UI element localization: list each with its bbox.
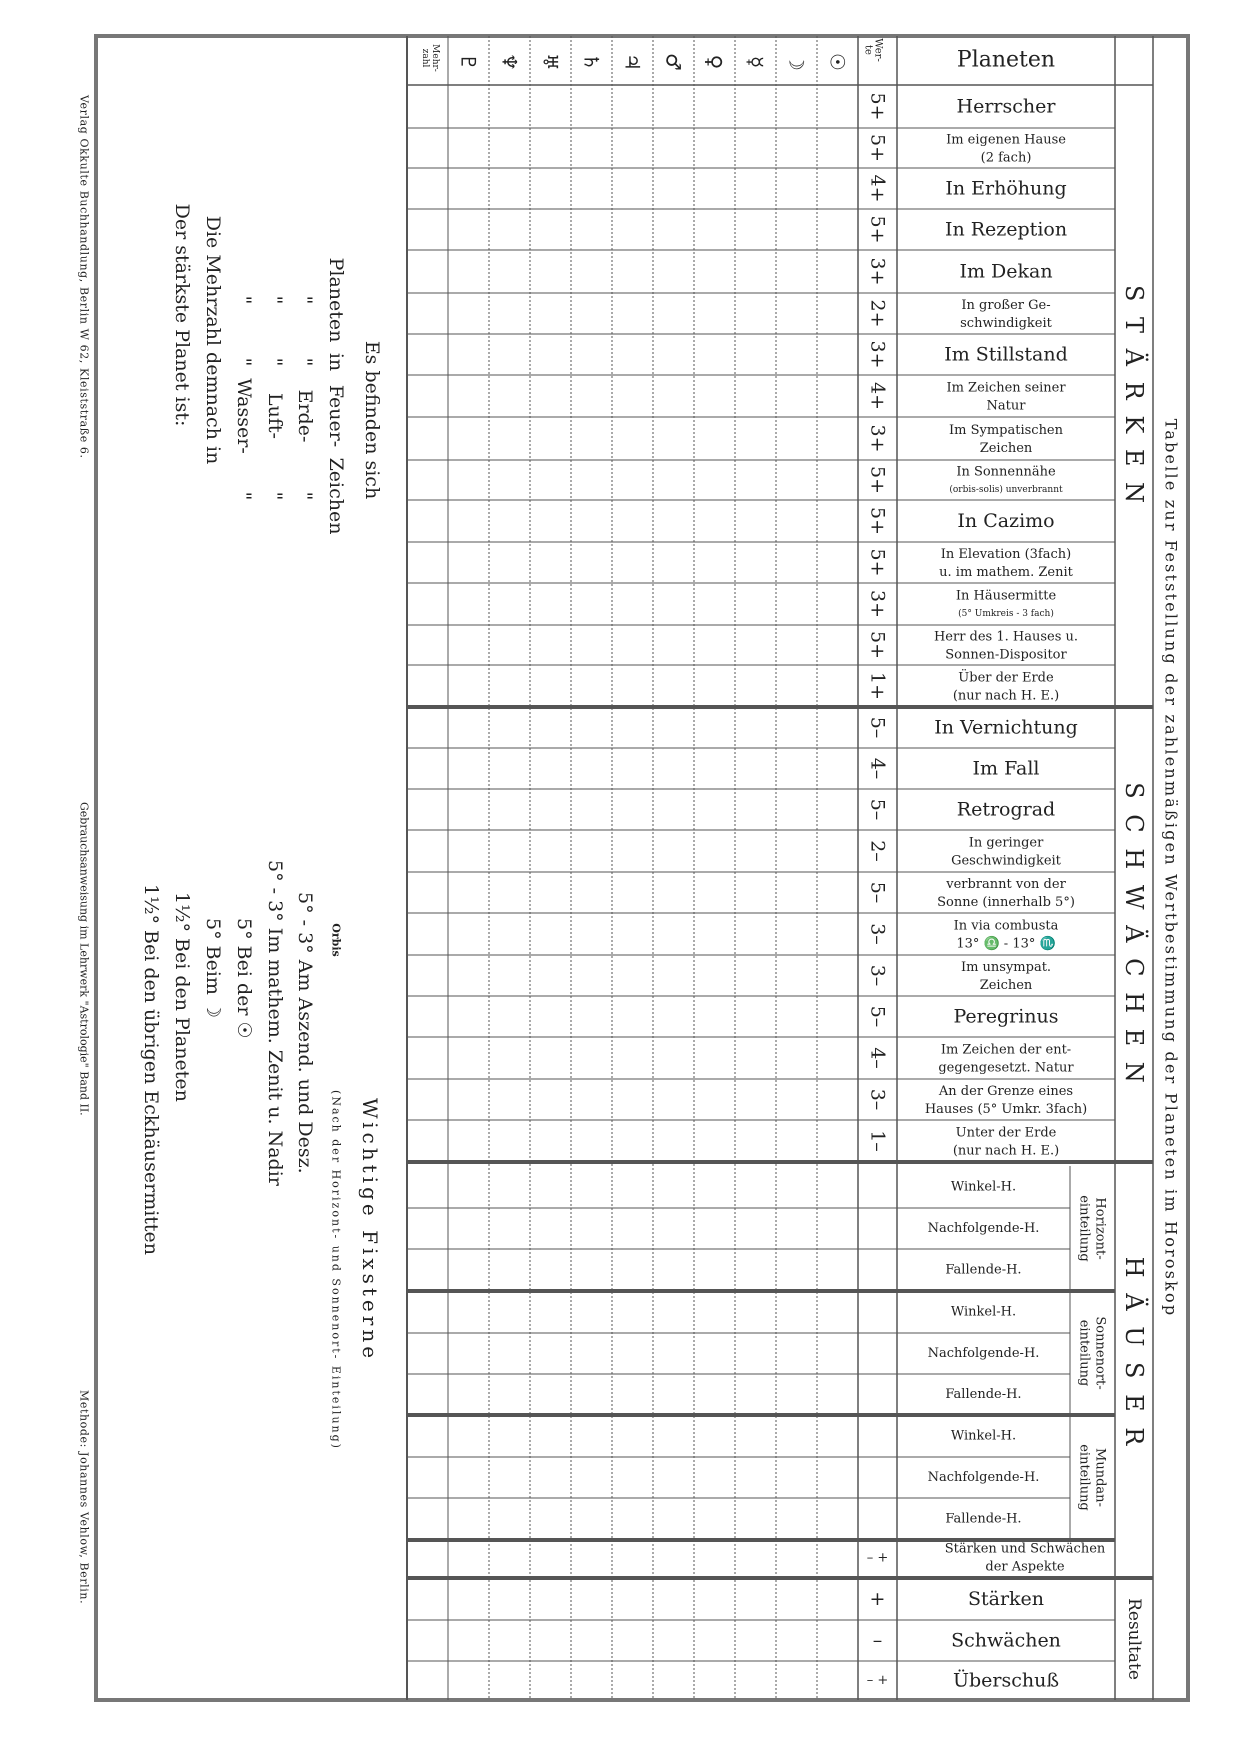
haeuser-row-label: Winkel-H. xyxy=(950,1179,1017,1195)
staerken_rows-row-value: 3+ xyxy=(866,257,889,286)
staerken_rows-row-value: 5+ xyxy=(866,506,889,536)
staerken_rows-row-sublabel: schwindigkeit xyxy=(960,316,1052,331)
haeuser-group-name-line1: Horizont- xyxy=(1092,1197,1108,1260)
zeichen-line-word: Luft- xyxy=(264,393,286,439)
schwaechen_rows-row-sublabel: (nur nach H. E.) xyxy=(952,1143,1060,1159)
staerken_rows-row-value: 5+ xyxy=(866,630,889,660)
staerken_rows-row-sublabel: u. im mathem. Zenit xyxy=(939,565,1073,580)
staerken_rows-row-sublabel: (2 fach) xyxy=(980,150,1032,166)
staerken_rows-row-value: 4+ xyxy=(866,174,889,203)
staerken_rows-row-label: Im Stillstand xyxy=(944,343,1068,366)
zeichen-line-word: " xyxy=(264,491,286,501)
staerken_rows-row-value: 5+ xyxy=(866,548,889,577)
fixsterne-line: 5° - 3° Am Aszend. und Desz. xyxy=(294,892,316,1174)
staerken_rows-row-value: 5+ xyxy=(866,92,889,121)
haeuser-row-label: Nachfolgende-H. xyxy=(927,1221,1040,1236)
fixsterne-orbis-label: Orbis xyxy=(329,923,343,957)
moon-icon: ☽ xyxy=(784,53,809,71)
zeichen-line-word: " xyxy=(264,357,286,367)
schwaechen_rows-row-sublabel: gegengesetzt. Natur xyxy=(938,1060,1074,1076)
schwaechen_rows-row-value: 3– xyxy=(866,1088,889,1111)
staerken_rows-row-label: In Häusermitte xyxy=(955,588,1057,604)
zeichen-staerkste: Der stärkste Planet ist: xyxy=(171,203,193,427)
schwaechen_rows-row-value: 5– xyxy=(866,1005,889,1028)
schwaechen_rows-row-sublabel: 13° ♎ - 13° ♏ xyxy=(956,936,1056,952)
schwaechen_rows-row-sublabel: Sonne (innerhalb 5°) xyxy=(937,895,1075,910)
zeichen-line-word: " xyxy=(233,357,255,367)
schwaechen_rows-row-value: 5– xyxy=(866,798,889,821)
schwaechen_rows-row-label: Unter der Erde xyxy=(955,1125,1057,1141)
zeichen-mehrzahl: Die Mehrzahl demnach in xyxy=(202,215,224,465)
jupiter-icon: ♃ xyxy=(620,53,645,71)
resultate-row-value: – xyxy=(872,1629,883,1652)
resultate-row-value: – + xyxy=(866,1673,889,1688)
staerken_rows-row-sublabel: (orbis-solis) unverbrannt xyxy=(949,485,1063,495)
schwaechen_rows-row-label: An der Grenze eines xyxy=(938,1084,1074,1099)
staerken_rows-row-label: Über der Erde xyxy=(958,670,1054,686)
schwaechen_rows-row-label: verbrannt von der xyxy=(946,877,1066,892)
fixsterne-line: 1½° Bei den übrigen Eckhäusermitten xyxy=(140,884,162,1256)
mehrzahl-header-line1: Mehr- xyxy=(430,44,440,72)
haeuser-group-name-line1: Mundan- xyxy=(1092,1448,1108,1507)
werte-header-line2: te xyxy=(862,45,874,55)
staerken_rows-row-label: Herr des 1. Hauses u. xyxy=(933,629,1079,645)
staerken_rows-row-sublabel: Zeichen xyxy=(979,441,1033,456)
resultate-row-label: Überschuß xyxy=(952,1669,1060,1692)
zeichen-line-word: " xyxy=(233,491,255,501)
fixsterne-line: 1½° Bei den Planeten xyxy=(171,892,193,1102)
staerken_rows-row-value: 3+ xyxy=(866,589,889,619)
resultate-row-label: Schwächen xyxy=(951,1629,1061,1652)
schwaechen_rows-row-label: In geringer xyxy=(968,835,1044,851)
haeuser-row-label: Winkel-H. xyxy=(950,1428,1017,1444)
sun-icon: ☉ xyxy=(825,53,850,71)
zeichen-line-word: Zeichen xyxy=(325,457,347,535)
staerken_rows-row-label: In Cazimo xyxy=(957,510,1055,532)
haeuser-row-label: Winkel-H. xyxy=(950,1304,1017,1320)
zeichen-line-word: in xyxy=(325,352,347,372)
aspekte-sublabel: der Aspekte xyxy=(985,1559,1065,1575)
schwaechen_rows-row-value: 5– xyxy=(866,716,889,739)
schwaechen_rows-row-label: In Vernichtung xyxy=(934,716,1078,739)
fixsterne-line: 5° Beim ☽ xyxy=(202,918,224,1019)
staerken_rows-row-value: 5+ xyxy=(866,215,889,244)
staerken_rows-row-label: Im eigenen Hause xyxy=(946,132,1066,148)
planeten-header: Planeten xyxy=(956,47,1056,73)
aspekte-label: Stärken und Schwächen xyxy=(944,1541,1106,1557)
schwaechen_rows-row-label: Im Zeichen der ent- xyxy=(940,1042,1072,1058)
zeichen-line-word: " xyxy=(264,295,286,305)
staerken_rows-row-label: In Rezeption xyxy=(944,218,1068,241)
footer-gebrauch: Gebrauchsanweisung im Lehrwerk "Astrologie" Band II. xyxy=(77,802,91,1116)
haeuser-row-label: Nachfolgende-H. xyxy=(927,1346,1040,1361)
section-label-resultate: Resultate xyxy=(1124,1598,1144,1680)
staerken_rows-row-sublabel: Sonnen-Dispositor xyxy=(945,647,1067,663)
staerken_rows-row-value: 5+ xyxy=(866,465,889,495)
zeichen-line-word: " xyxy=(294,295,316,305)
zeichen-line-word: Planeten xyxy=(325,257,347,343)
venus-icon: ♀ xyxy=(702,54,727,70)
mehrzahl-header-line2: zahl xyxy=(420,48,430,68)
haeuser-row-label: Fallende-H. xyxy=(945,1387,1022,1402)
haeuser-group-name-line1: Sonnenort- xyxy=(1092,1316,1108,1390)
staerken_rows-row-value: 3+ xyxy=(866,424,889,453)
staerken_rows-row-label: Im Dekan xyxy=(959,260,1053,283)
schwaechen_rows-row-sublabel: Hauses (5° Umkr. 3fach) xyxy=(924,1102,1088,1117)
pluto-icon: ♇ xyxy=(456,53,481,71)
schwaechen_rows-row-value: 4– xyxy=(866,757,889,780)
staerken_rows-row-label: In Sonnennähe xyxy=(956,464,1056,480)
staerken_rows-row-sublabel: (5° Umkreis - 3 fach) xyxy=(958,609,1054,619)
staerken_rows-row-label: In Elevation (3fach) xyxy=(940,547,1072,562)
schwaechen_rows-row-label: Retrograd xyxy=(956,798,1056,821)
zeichen-line-word: Erde- xyxy=(294,389,316,443)
zeichen-line-word: " xyxy=(294,491,316,501)
schwaechen_rows-row-value: 1– xyxy=(866,1130,889,1152)
footer-methode: Methode: Johannes Vehlow, Berlin. xyxy=(77,1390,91,1605)
mars-icon: ♂ xyxy=(661,53,686,71)
schwaechen_rows-row-label: Peregrinus xyxy=(953,1005,1059,1028)
schwaechen_rows-row-value: 3– xyxy=(866,964,889,987)
staerken_rows-row-sublabel: Natur xyxy=(986,398,1026,414)
werte-header-line1: Wer- xyxy=(872,38,884,62)
staerken_rows-row-value: 5+ xyxy=(866,133,889,163)
resultate-row-value: + xyxy=(869,1588,886,1610)
saturn-icon: ♄ xyxy=(579,53,604,71)
zeichen-line-word: " xyxy=(233,295,255,305)
footer-verlag: Verlag Okkulte Buchhandlung, Berlin W 62, Kleiststraße 6. xyxy=(77,95,91,459)
zeichen-line-word: Wasser- xyxy=(233,378,255,454)
aspekte-value: – + xyxy=(866,1550,889,1566)
staerken_rows-row-value: 1+ xyxy=(866,671,889,701)
fixsterne-subtitle: (Nach der Horizont- und Sonnenort- Einteilung) xyxy=(329,1090,343,1450)
haeuser-row-label: Fallende-H. xyxy=(945,1511,1022,1527)
schwaechen_rows-row-value: 5– xyxy=(866,881,889,904)
staerken_rows-row-label: Herrscher xyxy=(956,95,1056,118)
schwaechen_rows-row-label: Im unsympat. xyxy=(960,960,1052,975)
haeuser-group-name-line2: einteilung xyxy=(1076,1444,1092,1511)
staerken_rows-row-label: Im Sympatischen xyxy=(948,423,1064,438)
fixsterne-line: 5° Bei der ☉ xyxy=(233,918,255,1039)
section-label-haeuser: H Ä U S E R xyxy=(1120,1256,1148,1450)
section-label-staerken: S T Ä R K E N xyxy=(1120,284,1148,508)
schwaechen_rows-row-value: 3– xyxy=(866,923,889,945)
haeuser-row-label: Fallende-H. xyxy=(945,1262,1022,1278)
uranus-icon: ♅ xyxy=(538,53,563,71)
zeichen-heading: Es befinden sich xyxy=(361,340,383,500)
haeuser-row-label: Nachfolgende-H. xyxy=(927,1470,1040,1485)
staerken_rows-row-sublabel: (nur nach H. E.) xyxy=(952,688,1060,704)
staerken_rows-row-label: In Erhöhung xyxy=(945,177,1067,200)
staerken_rows-row-label: In großer Ge- xyxy=(961,298,1051,313)
schwaechen_rows-row-label: In via combusta xyxy=(953,918,1059,934)
zeichen-line-word: " xyxy=(294,357,316,367)
mercury-icon: ☿ xyxy=(743,55,768,69)
staerken_rows-row-value: 4+ xyxy=(866,381,889,411)
fixsterne-line: 5° - 3° Im mathem. Zenit u. Nadir xyxy=(264,860,286,1186)
staerken_rows-row-label: Im Zeichen seiner xyxy=(946,380,1066,396)
staerken_rows-row-value: 2+ xyxy=(866,299,889,328)
schwaechen_rows-row-label: Im Fall xyxy=(972,757,1040,780)
haeuser-group-name-line2: einteilung xyxy=(1076,1319,1092,1387)
fixsterne-title: Wichtige Fixsterne xyxy=(358,1097,382,1363)
page-title: Tabelle zur Feststellung der zahlenmäßigen Wertbestimmung der Planeten im Horoskop xyxy=(1161,418,1181,1318)
haeuser-group-name-line2: einteilung xyxy=(1076,1195,1092,1262)
neptune-icon: ♆ xyxy=(497,53,522,71)
schwaechen_rows-row-sublabel: Geschwindigkeit xyxy=(951,853,1061,869)
schwaechen_rows-row-value: 2– xyxy=(866,840,889,862)
schwaechen_rows-row-sublabel: Zeichen xyxy=(979,978,1033,993)
zeichen-line-word: Feuer- xyxy=(325,384,347,448)
schwaechen_rows-row-value: 4– xyxy=(866,1047,889,1069)
section-label-schwaechen: S C H W Ä C H E N xyxy=(1120,782,1148,1087)
resultate-row-label: Stärken xyxy=(967,1588,1045,1610)
staerken_rows-row-value: 3+ xyxy=(866,340,889,369)
